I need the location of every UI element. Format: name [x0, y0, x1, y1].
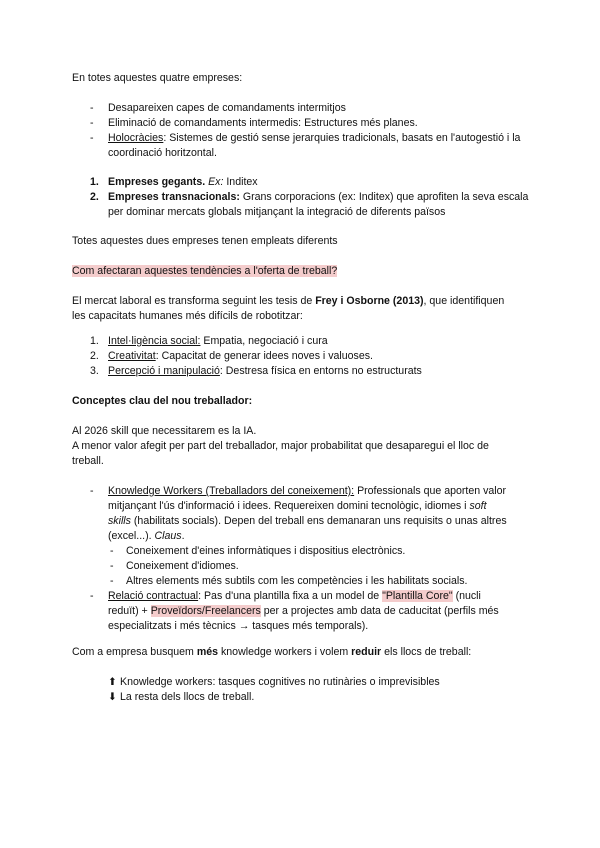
list-item — [90, 334, 530, 349]
list-item — [108, 675, 568, 690]
concepts-list — [90, 484, 530, 634]
relacio-text: : Pas d'una plantilla fixa a un model de — [198, 590, 383, 602]
knowledge-text: mitjançant l'ús d'informació i idees. Requereixen domini tecnològic, idiomes i — [108, 500, 470, 512]
list-number: 2. — [90, 191, 99, 203]
ia-line1: Al 2026 skill que necessitarem es la IA. — [72, 425, 257, 437]
list-item — [90, 544, 530, 559]
skill-label: Percepció i manipulació — [108, 365, 220, 377]
intro-text: En totes aquestes quatre empreses: — [72, 72, 243, 84]
dash-bullet: - — [90, 132, 94, 144]
frey-pre: El mercat laboral es transforma seguint les tesis de — [72, 295, 316, 307]
list-number: 1. — [90, 335, 99, 347]
busquem-post: els llocs de treball: — [381, 646, 472, 658]
skill-text: : Destresa física en entorns no estructurats — [219, 365, 422, 377]
sub-item-text: Coneixement d'eines informàtiques i dispositius electrònics. — [126, 545, 406, 557]
relacio-text: especialitzats i més tècnics → tasques més temporals). — [108, 620, 369, 632]
dash-bullet: - — [90, 102, 94, 114]
list-item — [90, 559, 530, 574]
dash-bullet: - — [110, 545, 114, 557]
knowledge-text: (excel...). — [108, 530, 155, 542]
list-changes — [90, 101, 530, 161]
skill-label: Creativitat — [108, 350, 156, 362]
knowledge-text: (habilitats socials). Depen del treball ens demanaran uns requisits o unas altres — [130, 515, 507, 527]
dash-bullet: - — [110, 575, 114, 587]
arrow-up-icon: ⬆ — [108, 676, 117, 688]
skills-list — [90, 334, 530, 379]
arrow-item-text: La resta dels llocs de treball. — [120, 691, 255, 703]
plantilla-core-highlight: "Plantilla Core" — [382, 590, 453, 602]
concepts-heading: Conceptes clau del nou treballador: — [72, 395, 253, 407]
dash-bullet: - — [90, 590, 94, 602]
arrow-item-text: Knowledge workers: tasques cognitives no rutinàries o imprevisibles — [120, 676, 440, 688]
list-item-text: Desapareixen capes de comandaments intermitjos — [108, 102, 346, 114]
two-companies-text: Totes aquestes dues empreses tenen empleats diferents — [72, 235, 338, 247]
relacio-label: Relació contractual — [108, 590, 199, 602]
list-number: 3. — [90, 365, 99, 377]
holocracies-label: Holocràcies — [108, 132, 164, 144]
arrow-down-icon: ⬇ — [108, 691, 117, 703]
list-item-text: : Sistemes de gestió sense jerarquies tradicionals, basats en l'autogestió i la coordinació horitzontal. — [108, 132, 521, 159]
list-item — [90, 175, 530, 190]
frey-paragraph — [72, 294, 532, 324]
knowledge-soft: soft — [469, 500, 487, 512]
skill-label: Intel·ligència social: — [108, 335, 201, 347]
ia-line3: treball. — [72, 455, 104, 467]
list-item-text: Eliminació de comandaments intermedis: Estructures més planes. — [108, 117, 418, 129]
type-title: Empreses gegants. — [108, 176, 206, 188]
knowledge-skills: skills — [108, 515, 131, 527]
company-types-list — [90, 175, 530, 220]
list-item — [90, 131, 530, 161]
dash-bullet: - — [110, 560, 114, 572]
relacio-text: (nucli — [452, 590, 481, 602]
busquem-paragraph — [72, 645, 532, 660]
list-item — [108, 690, 568, 705]
ia-line2: A menor valor afegit per part del treballador, major probabilitat que desaparegui el lloc de — [72, 440, 489, 452]
example-label: Ex: — [208, 176, 224, 188]
dash-bullet: - — [90, 485, 94, 497]
list-number: 1. — [90, 176, 99, 188]
busquem-mes: més — [196, 646, 219, 658]
frey-post: , que identifiquen — [423, 295, 505, 307]
skill-text: Empatia, negociació i cura — [200, 335, 328, 347]
skill-text: : Capacitat de generar idees noves i valuoses. — [155, 350, 373, 362]
freelancers-highlight: Proveïdors/Freelancers — [150, 605, 261, 617]
ia-paragraph — [72, 424, 532, 469]
list-number: 2. — [90, 350, 99, 362]
sub-item-text: Coneixement d'idiomes. — [126, 560, 239, 572]
arrows-list — [108, 675, 568, 705]
list-item-knowledge — [90, 484, 530, 544]
knowledge-text: . — [181, 530, 185, 542]
dash-bullet: - — [90, 117, 94, 129]
list-item-relacio — [90, 589, 530, 634]
list-item — [90, 364, 530, 379]
highlighted-question: Com afectaran aquestes tendències a l'oferta de treball? — [72, 265, 338, 277]
list-item — [90, 349, 530, 364]
frey-osborne-ref: Frey i Osborne (2013) — [315, 295, 424, 307]
list-item — [90, 574, 530, 589]
list-item — [90, 101, 530, 116]
claus-label: Claus — [154, 530, 182, 542]
knowledge-text: Professionals que aporten valor — [354, 485, 507, 497]
knowledge-label: Knowledge Workers (Treballadors del coneixement): — [108, 485, 355, 497]
type-title: Empreses transnacionals: — [108, 191, 240, 203]
question-heading — [72, 264, 532, 279]
list-item — [90, 190, 530, 220]
list-item — [90, 116, 530, 131]
busquem-pre: Com a empresa busquem — [72, 646, 197, 658]
relacio-text: per a projectes amb data de caducitat (perfils més — [260, 605, 499, 617]
type-text: Grans corporacions (ex: Inditex) que aprofiten la seva escala per dominar mercats globals mitjançant la integració de diferents països — [108, 191, 529, 218]
relacio-text: reduït) + — [108, 605, 151, 617]
frey-line2: les capacitats humanes més difícils de robotitzar: — [72, 310, 303, 322]
example-text: Inditex — [223, 176, 258, 188]
busquem-reduir: reduir — [351, 646, 382, 658]
busquem-mid: knowledge workers i volem — [218, 646, 352, 658]
sub-item-text: Altres elements més subtils com les competències i les habilitats socials. — [126, 575, 468, 587]
